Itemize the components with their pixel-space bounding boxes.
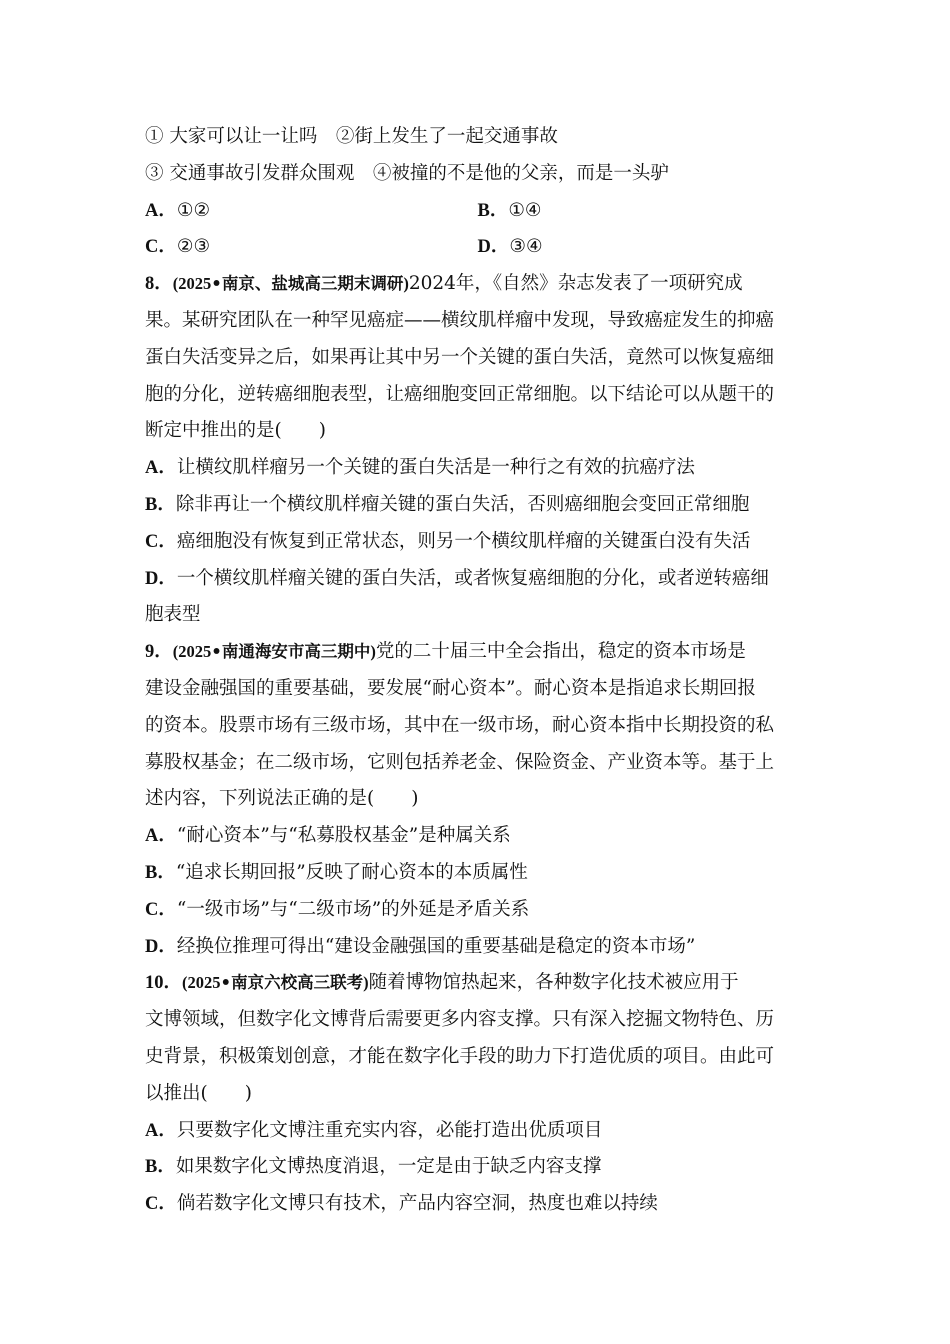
question-number: 8．: [145, 274, 173, 295]
q8-stem-line-5: 断定中推出的是( ): [145, 420, 326, 442]
q8-stem-line-3: 蛋白失活变异之后，如果再让其中另一个关键的蛋白失活，竟然可以恢复癌细: [145, 346, 775, 368]
option-text: “追求长期回报”反映了耐心资本的本质属性: [175, 861, 528, 883]
option-label: A．: [145, 826, 177, 847]
source-close: ): [363, 973, 369, 993]
option-text: 倘若数字化文博只有技术，产品内容空洞，热度也难以持续: [176, 1193, 658, 1215]
source-year: (2025: [172, 274, 212, 294]
q7-options-row-1: [145, 193, 810, 230]
source-year: (2025: [182, 973, 221, 993]
q10-option-c[interactable]: [145, 1186, 810, 1223]
q9-option-a[interactable]: [145, 818, 810, 855]
q9-stem-line-2: 建设金融强国的重要基础，要发展“耐心资本”。耐心资本是指追求长期回报: [145, 677, 756, 699]
option-text: 经换位推理可得出“建设金融强国的重要基础是稳定的资本市场”: [176, 935, 696, 957]
source-close: ): [370, 642, 376, 662]
q8-option-b[interactable]: [145, 487, 810, 524]
q8-option-c[interactable]: [145, 524, 810, 561]
option-text: 只要数字化文博注重充实内容，必能打造出优质项目: [176, 1119, 603, 1141]
option-label: A．: [145, 1120, 177, 1141]
source-dot: •: [220, 973, 232, 993]
q10-option-a[interactable]: [145, 1113, 810, 1150]
stem-text: 2024年，《自然》杂志发表了一项研究成: [408, 273, 743, 295]
q9-stem-line-3: 的资本。股票市场有三级市场，其中在一级市场，耐心资本指中长期投资的私: [145, 714, 775, 736]
option-text: “耐心资本”与“私募股权基金”是种属关系: [176, 825, 511, 847]
q9-option-c[interactable]: [145, 892, 810, 929]
source-place: 南京六校高三联考: [231, 973, 364, 993]
source-place: 南通海安市高三期中: [221, 642, 371, 662]
option-label: B．: [145, 862, 176, 883]
q10-stem-line-4: 以推出( ): [145, 1082, 252, 1104]
stem-text: 随着博物馆热起来，各种数字化技术被应用于: [368, 972, 739, 994]
stem-text: 党的二十届三中全会指出，稳定的资本市场是: [375, 641, 746, 663]
option-label: C．: [145, 531, 177, 552]
source-close: ): [403, 274, 409, 294]
option-label: A．: [145, 458, 177, 479]
q9-option-d[interactable]: [145, 929, 810, 966]
source-dot: •: [211, 274, 222, 294]
option-label: B．: [477, 200, 509, 221]
option-text: 癌细胞没有恢复到正常状态，则另一个横纹肌样瘤的关键蛋白没有失活: [176, 530, 751, 552]
q9-option-b[interactable]: [145, 855, 810, 892]
q9-stem-line-5: 述内容，下列说法正确的是( ): [145, 788, 419, 810]
q10-stem-line-3: 史背景，积极策划创意，才能在数字化手段的助力下打造优质的项目。由此可: [145, 1045, 775, 1067]
option-label: A．: [145, 200, 177, 221]
source-dot: •: [211, 642, 222, 662]
option-label: C．: [145, 899, 177, 920]
option-label: D．: [145, 936, 177, 957]
q8-stem-line-4: 胞的分化，逆转癌细胞表型，让癌细胞变回正常细胞。以下结论可以从题干的: [145, 383, 775, 405]
document-page: [145, 119, 810, 1223]
q10-option-b[interactable]: [145, 1149, 810, 1186]
option-label: D．: [477, 237, 510, 258]
option-text: ③④: [509, 236, 543, 258]
question-number: 9．: [145, 642, 173, 663]
q7-options-row-2: [145, 229, 810, 266]
question-number: 10．: [145, 973, 183, 994]
q7-option-a[interactable]: [145, 193, 478, 230]
q7-option-d[interactable]: [478, 229, 811, 266]
q10-stem-line-2: 文博领域，但数字化文博背后需要更多内容支撑。只有深入挖掘文物特色、历: [145, 1009, 775, 1031]
q9-stem-line-4: 募股权基金；在二级市场，它则包括养老金、保险资金、产业资本等。基于上: [145, 751, 775, 773]
option-text: ①②: [176, 199, 211, 221]
option-text: 如果数字化文博热度消退，一定是由于缺乏内容支撑: [175, 1156, 602, 1178]
option-text: ②③: [176, 236, 211, 258]
q7-statements-line-2: ③ 交通事故引发群众围观 ④被撞的不是他的父亲，而是一头驴: [145, 162, 669, 184]
option-text: 让横纹肌样瘤另一个关键的蛋白失活是一种行之有效的抗癌疗法: [176, 457, 695, 479]
option-text: ①④: [508, 199, 542, 221]
q8-option-d-continued: 胞表型: [145, 604, 201, 626]
q7-statements-line-1: ① 大家可以让一让吗 ②街上发生了一起交通事故: [145, 126, 558, 147]
option-text: “一级市场”与“二级市场”的外延是矛盾关系: [176, 898, 530, 920]
q8-stem-line-2: 果。某研究团队在一种罕见癌症——横纹肌样瘤中发现，导致癌症发生的抑癌: [145, 309, 775, 331]
q8-option-d[interactable]: [145, 561, 810, 598]
q9-stem-line-1: [145, 634, 810, 671]
q8-option-a[interactable]: [145, 450, 810, 487]
option-label: B．: [145, 494, 176, 515]
q8-stem-line-1: [145, 266, 810, 303]
source-year: (2025: [172, 642, 212, 662]
option-text: 一个横纹肌样瘤关键的蛋白失活，或者恢复癌细胞的分化，或者逆转癌细: [176, 567, 769, 589]
option-label: B．: [145, 1157, 176, 1178]
q7-option-b[interactable]: [478, 193, 811, 230]
option-text: 除非再让一个横纹肌样瘤关键的蛋白失活，否则癌细胞会变回正常细胞: [175, 493, 750, 515]
source-place: 南京、盐城高三期末调研: [221, 274, 404, 294]
option-label: C．: [145, 237, 177, 258]
q7-option-c[interactable]: [145, 229, 478, 266]
q10-stem-line-1: [145, 965, 810, 1002]
option-label: C．: [145, 1194, 177, 1215]
option-label: D．: [145, 568, 177, 589]
